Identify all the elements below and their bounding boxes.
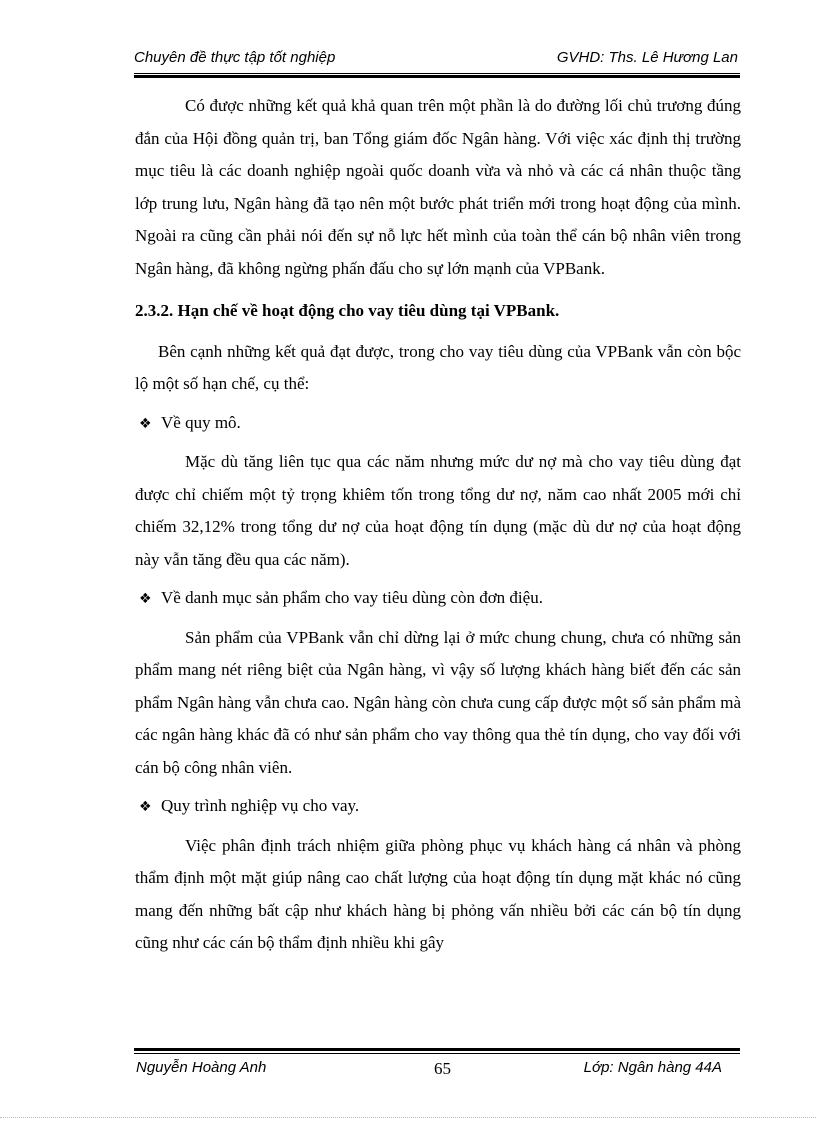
- paragraph-intro: Bên cạnh những kết quả đạt được, trong cho vay tiêu dùng của VPBank vẫn còn bộc lộ một số hạn chế, cụ thể:: [135, 341, 741, 393]
- class-name: Lớp: Ngân hàng 44A: [583, 1059, 722, 1076]
- paragraph-products: Sản phẩm của VPBank vẫn chỉ dừng lại ở mức chung chung, chưa có những sản phẩm mang nét riêng biệt của Ngân hàng, vì vậy số lượng khách hàng biết đến các sản phẩm Ngân hàng vẫn chưa cao. Ngân hàng còn chưa cung cấp được một số sản phẩm mà các ngân hàng khác đã có như sản phẩm cho vay thông qua thẻ tín dụng, cho vay đối với cán bộ công nhân viên.: [135, 627, 741, 777]
- bullet-item: [135, 790, 741, 824]
- bullet-item: [135, 407, 741, 441]
- paragraph-process: Việc phân định trách nhiệm giữa phòng phục vụ khách hàng cá nhân và phòng thẩm định một mặt giúp nâng cao chất lượng của hoạt động tín dụng mặt khác nó cũng mang đến những bất cập như khách hàng bị phỏng vấn nhiều bởi các cán bộ tín dụng cũng như các cán bộ thẩm định nhiều khi gây: [135, 835, 741, 952]
- bullet-item: [135, 582, 741, 616]
- document-body: [135, 90, 741, 960]
- section-heading: 2.3.2. Hạn chế về hoạt động cho vay tiêu dùng tại VPBank.: [135, 301, 560, 320]
- author-name: Nguyễn Hoàng Anh: [136, 1059, 267, 1076]
- diamond-bullet-icon: ❖: [139, 415, 152, 432]
- bullet-label-products: Về danh mục sản phẩm cho vay tiêu dùng còn đơn điệu.: [161, 588, 543, 607]
- page-edge-divider: [0, 1117, 816, 1118]
- paragraph-scale: Mặc dù tăng liên tục qua các năm nhưng mức dư nợ mà cho vay tiêu dùng đạt được chỉ chiếm một tỷ trọng khiêm tốn trong tổng dư nợ, năm cao nhất 2005 mới chỉ chiếm 32,12% trong tổng dư nợ của hoạt động tín dụng (mặc dù dư nợ của hoạt động này vẫn tăng đều qua các năm).: [135, 452, 741, 569]
- advisor-name: GVHD: Ths. Lê Hương Lan: [556, 49, 738, 66]
- page-footer: [134, 1048, 740, 1081]
- diamond-bullet-icon: ❖: [139, 799, 152, 815]
- page-header: [134, 47, 740, 74]
- bullet-label-process: Quy trình nghiệp vụ cho vay.: [161, 796, 360, 815]
- diamond-bullet-icon: ❖: [139, 591, 152, 607]
- document-title: Chuyên đề thực tập tốt nghiệp: [134, 49, 336, 66]
- page-number: 65: [434, 1059, 451, 1078]
- bullet-label-scale: Về quy mô.: [161, 412, 241, 432]
- paragraph-results: Có được những kết quả khả quan trên một phần là do đường lối chủ trương đúng đắn của Hội đồng quản trị, ban Tổng giám đốc Ngân hàng. Với việc xác định thị trường mục tiêu là các doanh nghiệp ngoài quốc doanh vừa và nhỏ và các cá nhân thuộc tầng lớp trung lưu, Ngân hàng đã tạo nên một bước phát triển mới trong hoạt động của mình. Ngoài ra cũng cần phải nói đến sự nỗ lực hết mình của toàn thể cán bộ nhân viên trong Ngân hàng, đã không ngừng phấn đấu cho sự lớn mạnh của VPBank.: [135, 96, 741, 278]
